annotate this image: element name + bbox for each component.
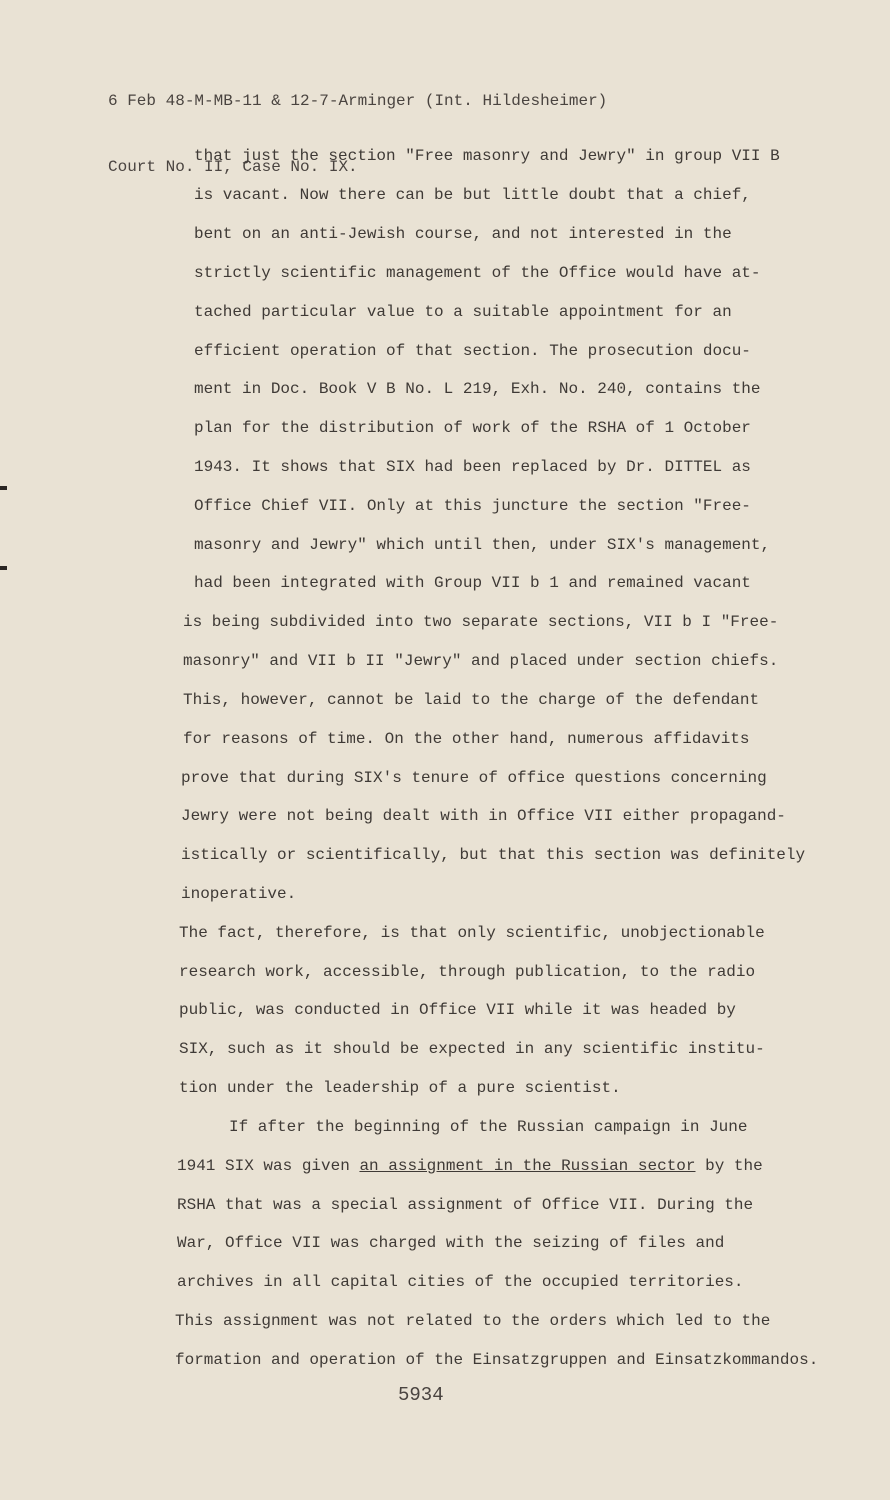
body-line: This assignment was not related to the orders which led to the [175,1312,771,1330]
header-case-reference: 6 Feb 48-M-MB-11 & 12-7-Arminger (Int. Hildesheimer) [108,92,608,110]
body-line-underlined [177,1156,763,1176]
margin-mark [0,566,7,570]
body-line: ment in Doc. Book V B No. L 219, Exh. No. 240, contains the [194,380,761,398]
body-line: that just the section "Free masonry and Jewry" in group VII B [194,147,780,165]
margin-mark [0,486,7,490]
body-line: War, Office VII was charged with the seizing of files and [177,1234,725,1252]
body-line: istically or scientifically, but that this section was definitely [181,846,806,864]
body-text: by the [695,1157,763,1175]
body-line: masonry and Jewry" which until then, under SIX's management, [194,536,771,554]
body-line: is vacant. Now there can be but little doubt that a chief, [194,186,751,204]
body-line: The fact, therefore, is that only scientific, unobjectionable [179,924,765,942]
body-line: prove that during SIX's tenure of office questions concerning [181,769,767,787]
body-line: tion under the leadership of a pure scientist. [179,1079,621,1097]
body-line: Jewry were not being dealt with in Office VII either propagand- [181,807,786,825]
body-line: tached particular value to a suitable appointment for an [194,303,732,321]
body-line: masonry" and VII b II "Jewry" and placed under section chiefs. [183,652,779,670]
body-line: plan for the distribution of work of the RSHA of 1 October [194,419,751,437]
body-line: RSHA that was a special assignment of Office VII. During the [177,1196,754,1214]
body-line: research work, accessible, through publication, to the radio [179,963,756,981]
body-line: This, however, cannot be laid to the charge of the defendant [183,691,760,709]
underlined-phrase: an assignment in the Russian sector [359,1157,696,1175]
body-line: Office Chief VII. Only at this juncture the section "Free- [194,497,751,515]
body-line: is being subdivided into two separate sections, VII b I "Free- [183,613,779,631]
body-line: 1943. It shows that SIX had been replaced by Dr. DITTEL as [194,458,751,476]
body-line: formation and operation of the Einsatzgruppen and Einsatzkommandos. [175,1351,819,1369]
body-text: 1941 SIX was given [177,1157,360,1175]
body-line: bent on an anti-Jewish course, and not interested in the [194,225,732,243]
body-line: If after the beginning of the Russian campaign in June [229,1118,748,1136]
body-line: efficient operation of that section. The prosecution docu- [194,342,751,360]
body-line: inoperative. [181,885,297,903]
body-line: strictly scientific management of the Office would have at- [194,264,761,282]
body-line: archives in all capital cities of the occupied territories. [177,1273,744,1291]
body-line: SIX, such as it should be expected in any scientific institu- [179,1040,765,1058]
body-line: for reasons of time. On the other hand, numerous affidavits [183,730,750,748]
page-number: 5934 [398,1384,444,1406]
body-line: had been integrated with Group VII b 1 and remained vacant [194,574,751,592]
header-court-case: Court No. II, Case No. IX. [108,158,358,176]
body-line: public, was conducted in Office VII while it was headed by [179,1001,736,1019]
